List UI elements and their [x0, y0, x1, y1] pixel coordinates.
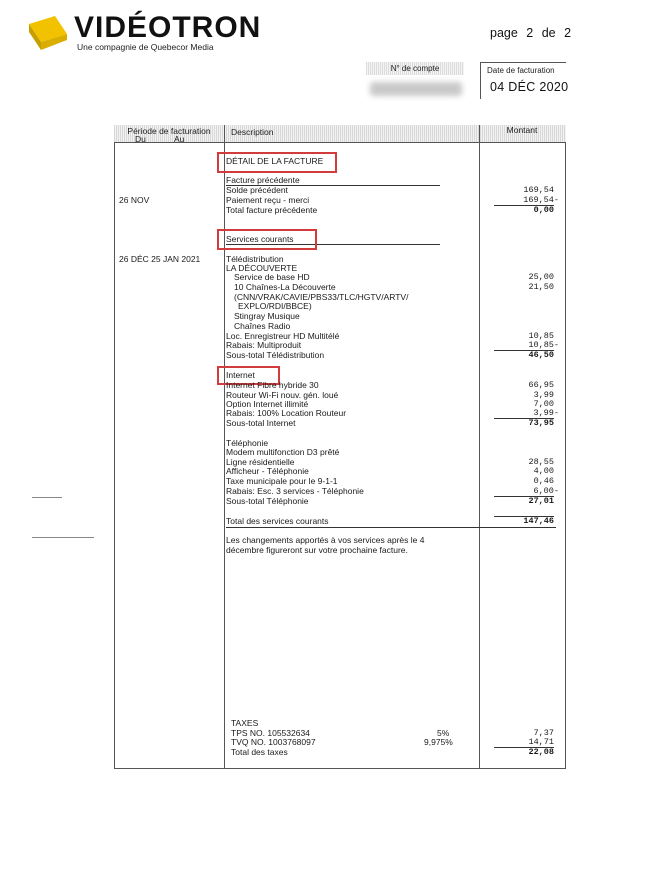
- tv-plan: LA DÉCOUVERTE: [226, 263, 298, 273]
- tax-amount: 14,71: [528, 737, 554, 747]
- tax-rate: 9,975%: [424, 737, 453, 747]
- highlight-box: [217, 229, 317, 250]
- billing-date-label: Date de facturation: [487, 66, 555, 75]
- subtotal-amount: 73,95: [528, 418, 554, 428]
- line-item-label: Internet Fibre hybride 30: [226, 380, 319, 390]
- line-item-label: Loc. Enregistreur HD Multitélé: [226, 331, 340, 341]
- section-title-detail: DÉTAIL DE LA FACTURE: [226, 156, 324, 166]
- line-item-amount: 25,00: [528, 272, 554, 282]
- tax-total-amount: 22,08: [528, 747, 554, 757]
- subtotal-label: Sous-total Téléphonie: [226, 496, 309, 506]
- margin-mark: [32, 497, 62, 498]
- line-item-label: Routeur Wi-Fi nouv. gén. loué: [226, 390, 339, 400]
- line-item-amount: 10,85-: [528, 340, 559, 350]
- tv-title: Télédistribution: [226, 254, 284, 264]
- tax-label: TPS NO. 105532634: [231, 728, 310, 738]
- taxes-title: TAXES: [231, 718, 259, 728]
- current-services-title: Services courants: [226, 234, 294, 244]
- line-item-label: Solde précédent: [226, 185, 288, 195]
- line-item-label: (CNN/VRAK/CAVIE/PBS33/TLC/HGTV/ARTV/: [234, 292, 409, 302]
- line-item-amount: 10,85: [528, 331, 554, 341]
- line-item-label: Rabais: 100% Location Routeur: [226, 408, 347, 418]
- previous-invoice-title: Facture précédente: [226, 175, 300, 185]
- line-item-amount: 0,00: [533, 205, 554, 215]
- line-item-amount: 66,95: [528, 380, 554, 390]
- line-item-label: Option Internet illimité: [226, 399, 309, 409]
- changes-note: Les changements apportés à vos services après le 4: [226, 535, 425, 545]
- subtotal-label: Sous-total Internet: [226, 418, 296, 428]
- line-item-label: Modem multifonction D3 prêté: [226, 447, 340, 457]
- line-item-label: Rabais: Esc. 3 services - Téléphonie: [226, 486, 364, 496]
- line-item-label: Chaînes Radio: [234, 321, 291, 331]
- header-description: Description: [231, 127, 274, 137]
- line-item-amount: 169,54-: [523, 195, 559, 205]
- subtotal-label: Sous-total Télédistribution: [226, 350, 325, 360]
- column-divider: [224, 125, 225, 768]
- internet-title: Internet: [226, 370, 255, 380]
- line-item-amount: 28,55: [528, 457, 554, 467]
- line-item-label: Afficheur - Téléphonie: [226, 466, 309, 476]
- line-item-amount: 4,00: [533, 466, 554, 476]
- line-item-amount: 21,50: [528, 282, 554, 292]
- billing-date: 04 DÉC 2020: [490, 80, 569, 94]
- subtotal-amount: 27,01: [528, 496, 554, 506]
- line-item-label: Total facture précédente: [226, 205, 318, 215]
- highlight-box: [217, 152, 337, 173]
- line-item-label: Paiement reçu - merci: [226, 195, 310, 205]
- line-item-label: Taxe municipale pour le 9-1-1: [226, 476, 338, 486]
- line-item-label: Ligne résidentielle: [226, 457, 295, 467]
- line-item-amount: 3,99-: [533, 408, 559, 418]
- service-period: 26 DÉC 25 JAN 2021: [119, 254, 201, 264]
- line-item-amount: 0,46: [533, 476, 554, 486]
- line-item-label: Rabais: Multiproduit: [226, 340, 302, 350]
- total-rule: [226, 527, 556, 528]
- column-divider: [479, 125, 480, 768]
- line-item-label: Stingray Musique: [234, 311, 300, 321]
- line-item-label: Service de base HD: [234, 272, 310, 282]
- videotron-logo-icon: [27, 14, 71, 52]
- brand-tagline: Une compagnie de Quebecor Media: [77, 42, 214, 52]
- header-amount: Montant: [506, 125, 538, 135]
- line-item-label: EXPLO/RDI/BBCE): [238, 301, 312, 311]
- previous-date: 26 NOV: [119, 195, 150, 205]
- account-number-label: N° de compte: [366, 62, 464, 75]
- tax-label: TVQ NO. 1003768097: [231, 737, 316, 747]
- tax-amount: 7,37: [533, 728, 554, 738]
- line-item-amount: 169,54: [523, 185, 554, 195]
- subtotal-amount: 46,50: [528, 350, 554, 360]
- line-item-amount: 3,99: [533, 390, 554, 400]
- current-total-label: Total des services courants: [226, 516, 329, 526]
- phone-title: Téléphonie: [226, 438, 269, 448]
- invoice-table: [114, 125, 566, 769]
- header-from: Du: [135, 134, 146, 144]
- tax-total-label: Total des taxes: [231, 747, 288, 757]
- line-item-label: 10 Chaînes-La Découverte: [234, 282, 336, 292]
- changes-note: décembre figureront sur votre prochaine facture.: [226, 545, 408, 555]
- margin-mark: [32, 537, 94, 538]
- line-item-amount: 6,00-: [533, 486, 559, 496]
- tax-rate: 5%: [437, 728, 450, 738]
- header-period: Période de facturation: [127, 126, 211, 136]
- header-to: Au: [174, 134, 185, 144]
- line-item-amount: 7,00: [533, 399, 554, 409]
- account-number-redacted: [370, 82, 462, 96]
- brand-name: VIDÉOTRON: [74, 11, 262, 44]
- current-total-amount: 147,46: [523, 516, 554, 526]
- page-indicator: page 2 de 2: [490, 26, 572, 40]
